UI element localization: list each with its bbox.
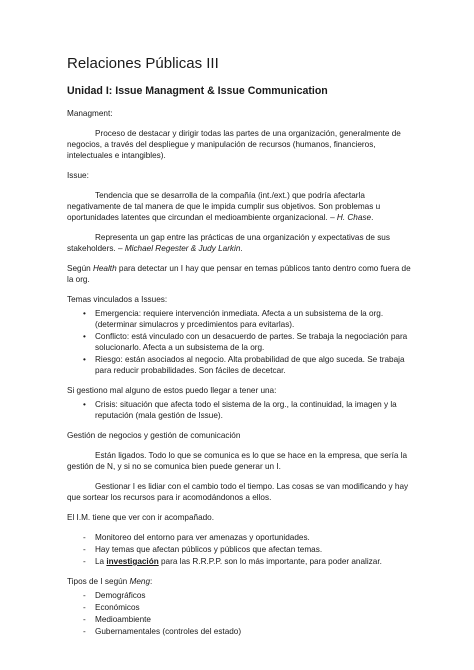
issue-definition-regester xyxy=(67,232,416,254)
temas-list xyxy=(67,308,416,376)
list-item: - Hay temas que afectan públicos y públicos que afectan temas. xyxy=(67,544,416,555)
list-item: - Medioambiente xyxy=(67,614,416,625)
temas-label: Temas vinculados a Issues: xyxy=(67,295,168,304)
im-last-post: para las R.R.P.P. son lo más importante, para poder analizar. xyxy=(158,557,382,566)
list-item: • Emergencia: requiere intervención inmediata. Afecta a un subsistema de la org. (determinar simulacros y prcedimientos para evitarlas). xyxy=(67,308,416,330)
issue-regester-end: . xyxy=(240,244,243,253)
managment-definition: Proceso de destacar y dirigir todas las partes de una organización, generalmente de negocios, a través del despliegue y manipulación de recursos (humanos, financieros, intelectuales e intangibles). xyxy=(67,129,401,160)
managment-label: Managment: xyxy=(67,109,113,118)
tipos-post: : xyxy=(150,577,153,586)
im-last-pre: La xyxy=(95,557,107,566)
im-label: El I.M. tiene que ver con ir acompañado. xyxy=(67,513,214,522)
tipos-label xyxy=(67,576,416,587)
health-pre: Según xyxy=(67,264,93,273)
im-last-word: investigación xyxy=(106,557,159,566)
list-item: - Económicos xyxy=(67,602,416,613)
issue-definition-chase xyxy=(67,190,416,223)
list-item: - Gubernamentales (controles del estado) xyxy=(67,626,416,637)
issue-regester-author: Michael Regester & Judy Larkin xyxy=(124,244,241,253)
list-item: • Riesgo: están asociados al negocio. Alta probabilidad de que algo suceda. Se trabaja para reducir probabilidades. Son fáciles de decetcar. xyxy=(67,354,416,376)
unit-title: Unidad I: Issue Managment & Issue Communication xyxy=(67,85,328,97)
tipos-pre: Tipos de I según xyxy=(67,577,130,586)
im-list xyxy=(67,532,416,567)
document-title: Relaciones Públicas III xyxy=(67,55,219,72)
tipos-name: Meng xyxy=(129,577,150,586)
gestion-negocios-p2: Gestionar I es lidiar con el cambio todo el tiempo. Las cosas se van modificando y hay que sortear los recursos para ir acomodándonos a ellos. xyxy=(67,482,409,502)
issue-regester-text: Representa un gap entre las prácticas de una organización y expectativas de sus stakeholders. – xyxy=(67,233,390,253)
list-item: • Conflicto: está vinculado con un desacuerdo de partes. Se trabaja la negociación para solucionarlo. Afecta a un subsistema de la org. xyxy=(67,331,416,353)
tipos-list xyxy=(67,590,416,637)
issue-chase-author: H. Chase xyxy=(336,213,372,222)
issue-label: Issue: xyxy=(67,171,89,180)
list-item: - Demográficos xyxy=(67,590,416,601)
list-item: • Crisis: situación que afecta todo el sistema de la org., la continuidad, la imagen y la reputación (mala gestión de Issue). xyxy=(67,399,416,421)
health-paragraph xyxy=(67,263,416,285)
gestiono-list xyxy=(67,399,416,421)
health-post: para detectar un I hay que pensar en temas públicos tanto dentro como fuera de la org. xyxy=(67,264,411,284)
health-name: Health xyxy=(92,264,117,273)
issue-chase-end: . xyxy=(371,213,374,222)
issue-chase-text: Tendencia que se desarrolla de la compañía (int./ext.) que podría afectarla negativamente de tal manera de que le impida cumplir sus objetivos. Son problemas u oportunidades latentes que circundan el medioambiente organizacional. – xyxy=(67,191,381,222)
list-item xyxy=(67,556,416,567)
gestiono-label: Si gestiono mal alguno de estos puedo llegar a tener una: xyxy=(67,386,277,395)
gestion-negocios-p1: Están ligados. Todo lo que se comunica es lo que se hace en la empresa, que sería la gestión de N, y si no se comunica bien puede generar un I. xyxy=(67,451,408,471)
list-item: - Monitoreo del entorno para ver amenazas y oportunidades. xyxy=(67,532,416,543)
gestion-negocios-label: Gestión de negocios y gestión de comunicación xyxy=(67,431,241,440)
